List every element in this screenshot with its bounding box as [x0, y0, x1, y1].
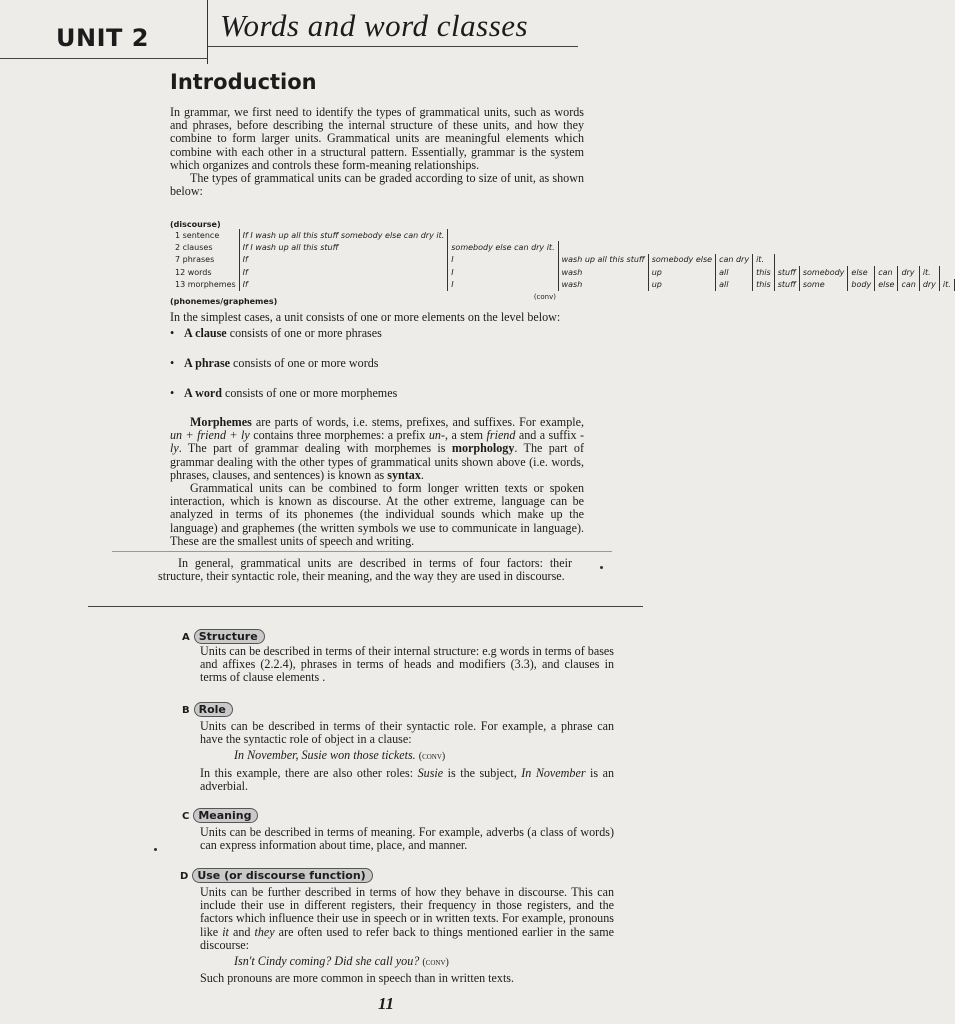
unit-cell: up	[648, 279, 715, 291]
faint-rule	[112, 551, 612, 552]
text-run: are often used to refer back to things mentioned earlier in the same discourse:	[200, 924, 614, 952]
bullet-text: consists of one or more morphemes	[221, 386, 398, 400]
table-row	[170, 266, 954, 278]
section-d-body	[200, 886, 614, 985]
unit-cell: stuff	[774, 266, 799, 278]
units-figure	[170, 220, 951, 306]
header-rule-left	[0, 58, 208, 59]
unit-cell: can	[898, 279, 919, 291]
unit-cell: If	[239, 254, 448, 266]
unit-cell: this	[753, 279, 775, 291]
scan-speck	[600, 566, 603, 569]
intro-body	[170, 106, 584, 198]
row-label: 2 clauses	[175, 243, 213, 253]
morpheme-paragraph	[170, 416, 584, 482]
unit-cell: else	[875, 279, 898, 291]
section-d-example	[234, 955, 614, 969]
intro-paragraph-2: The types of grammatical units can be graded according to size of unit, as shown below:	[170, 171, 584, 199]
morpheme-body	[170, 416, 584, 548]
unit-cell: body	[848, 279, 875, 291]
phonemes-label: (phonemes/graphemes)	[170, 296, 278, 306]
discourse-label: (discourse)	[170, 220, 221, 229]
text-run: and a suffix	[515, 428, 580, 443]
section-title-badge: Use (or discourse function)	[192, 868, 372, 883]
example-word: un + friend + ly	[170, 428, 250, 443]
unit-cell: wash	[558, 279, 648, 291]
text-run: is the subject,	[443, 765, 522, 780]
unit-cell: somebody else can dry it.	[448, 241, 558, 253]
scan-speck	[154, 848, 157, 851]
table-row	[170, 241, 954, 253]
example-word: friend	[486, 428, 516, 443]
unit-cell: it.	[753, 254, 775, 266]
unit-cell: it.	[919, 266, 939, 278]
section-heading-introduction: Introduction	[170, 70, 317, 94]
text-run: In this example, there are also other roles:	[200, 765, 418, 780]
unit-cell: can	[875, 266, 898, 278]
section-b-text: Units can be described in terms of their syntactic role. For example, a phrase can have the syntactic role of object in a clause:	[200, 719, 614, 747]
section-c-text: Units can be described in terms of meaning. For example, adverbs (a class of words) can express information about time, place, and manner.	[200, 825, 614, 853]
unit-cell: I	[448, 254, 558, 266]
text-run: are parts of words, i.e. stems, prefixes, and suffixes. For example,	[251, 415, 584, 429]
section-c-heading	[182, 806, 258, 824]
bullet-text: consists of one or more words	[230, 356, 379, 370]
example-sentence: Isn't Cindy coming? Did she call you?	[234, 954, 420, 969]
section-d-text-2: Such pronouns are more common in speech than in written texts.	[200, 971, 515, 986]
unit-cell: If	[239, 279, 448, 291]
example-word: In November	[521, 765, 586, 780]
text-run: . The part of grammar dealing with the other types of grammatical units shown above (i.e. words, phrases, clauses, and sentences) is known as	[170, 441, 584, 482]
unit-cell: If I wash up all this stuff somebody else can dry it.	[239, 229, 448, 241]
unit-cell: I	[448, 266, 558, 278]
unit-cell: somebody else	[648, 254, 715, 266]
example-source: (conv)	[418, 751, 446, 763]
bullet-clause: • A clause consists of one or more phrases	[170, 326, 382, 340]
unit-cell: wash	[558, 266, 648, 278]
section-letter: C	[182, 811, 190, 822]
unit-cell: wash up all this stuff	[558, 254, 648, 266]
section-title-badge: Structure	[194, 629, 265, 644]
unit-cell: If I wash up all this stuff	[239, 241, 448, 253]
text-run: contains three morphemes: a prefix	[249, 428, 429, 443]
row-label: 12 words	[175, 267, 212, 277]
section-letter: A	[182, 632, 190, 643]
section-divider	[88, 606, 643, 607]
example-word: they	[254, 924, 275, 939]
unit-cell: all	[716, 266, 753, 278]
unit-cell: all	[716, 279, 753, 291]
unit-cell: some	[799, 279, 848, 291]
unit-cell: this	[753, 266, 775, 278]
table-row	[170, 279, 954, 291]
example-sentence: In November, Susie won those tickets.	[234, 748, 416, 763]
unit-label: UNIT 2	[56, 24, 149, 52]
text-run: .	[420, 467, 424, 482]
example-word: un-	[428, 428, 445, 443]
four-factors-paragraph	[158, 557, 572, 583]
example-source: (conv)	[422, 957, 449, 969]
unit-cell: somebody	[799, 266, 848, 278]
header-rule-right	[208, 46, 578, 47]
unit-cell: I	[448, 279, 558, 291]
unit-cell: can dry	[716, 254, 753, 266]
units-table	[170, 229, 955, 291]
term-word: A word	[184, 386, 222, 400]
term-clause: A clause	[184, 326, 227, 340]
header-divider	[207, 0, 208, 64]
bullet-word: • A word consists of one or more morphemes	[170, 386, 398, 400]
discourse-paragraph: Grammatical units can be combined to form longer written texts or spoken interaction, which is known as discourse. At the other extreme, language can be analyzed in terms of its phonemes (the individual sounds which make up the language) and graphemes (the written symbols we use to communicate in language). These are the smallest units of speech and writing.	[170, 481, 584, 548]
unit-cell: up	[648, 266, 715, 278]
simplest-lead: In the simplest cases, a unit consists of one or more elements on the level below:	[170, 310, 561, 324]
section-title-badge: Role	[194, 702, 233, 717]
example-word: -ly	[170, 428, 584, 456]
term-phrase: A phrase	[184, 356, 231, 370]
unit-cell: dry	[898, 266, 919, 278]
section-b-example	[234, 749, 614, 763]
source-label: (conv)	[533, 292, 556, 301]
unit-cell: it.	[939, 279, 954, 291]
page-title: Words and word classes	[220, 8, 529, 43]
term-syntax: syntax	[387, 467, 421, 482]
text-run: Units can be further described in terms of how they behave in discourse. This can include their use in different registers, their frequency in those registers, and the factors which influence their use in speech or in written texts. For example, pronouns like	[200, 885, 614, 939]
table-row	[170, 229, 954, 241]
section-b-body	[200, 720, 614, 793]
example-word: Susie	[417, 765, 444, 780]
bullet-text: consists of one or more phrases	[226, 326, 382, 340]
table-footer	[170, 291, 562, 306]
section-a-text: Units can be described in terms of their internal structure: e.g words in terms of bases and affixes (2.2.4), phrases in terms of heads and modifiers (3.3), and clauses in terms of clause elements .	[200, 644, 614, 685]
unit-cell: If	[239, 266, 448, 278]
section-a-heading	[182, 627, 265, 645]
text-run: , a stem	[444, 428, 487, 443]
row-label: 1 sentence	[175, 230, 220, 240]
section-b-heading	[182, 700, 233, 718]
example-word: it	[222, 924, 229, 939]
unit-cell: dry	[919, 279, 939, 291]
row-label: 7 phrases	[175, 255, 215, 265]
section-letter: B	[182, 705, 190, 716]
row-label: 13 morphemes	[175, 280, 236, 290]
section-d-heading	[180, 866, 373, 884]
table-row	[170, 254, 954, 266]
unit-cell: stuff	[774, 279, 799, 291]
text-run: is an adverbial.	[200, 765, 614, 793]
section-letter: D	[180, 871, 189, 882]
section-d-text	[200, 886, 614, 952]
unit-cell: else	[848, 266, 875, 278]
term-morphemes: Morphemes	[190, 415, 252, 429]
intro-paragraph-1: In grammar, we first need to identify the types of grammatical units, such as words and phrases, before describing the internal structure of these units, and how they combine to form larger units. Grammatical units are meaningful elements which combine with each other in a structural pattern. Essentially, grammar is the system which organizes and controls these form-meaning relationships.	[170, 105, 584, 172]
text-run: and	[228, 924, 255, 939]
section-title-badge: Meaning	[193, 808, 258, 823]
four-factors-text: In general, grammatical units are described in terms of four factors: their structure, their syntactic role, their meaning, and the way they are used in discourse.	[158, 556, 572, 584]
section-b-text-2	[200, 767, 614, 793]
term-morphology: morphology	[451, 441, 515, 456]
text-run: . The part of grammar dealing with morphemes is	[178, 441, 452, 456]
bullet-phrase: • A phrase consists of one or more words	[170, 356, 379, 370]
page-number: 11	[378, 994, 395, 1013]
